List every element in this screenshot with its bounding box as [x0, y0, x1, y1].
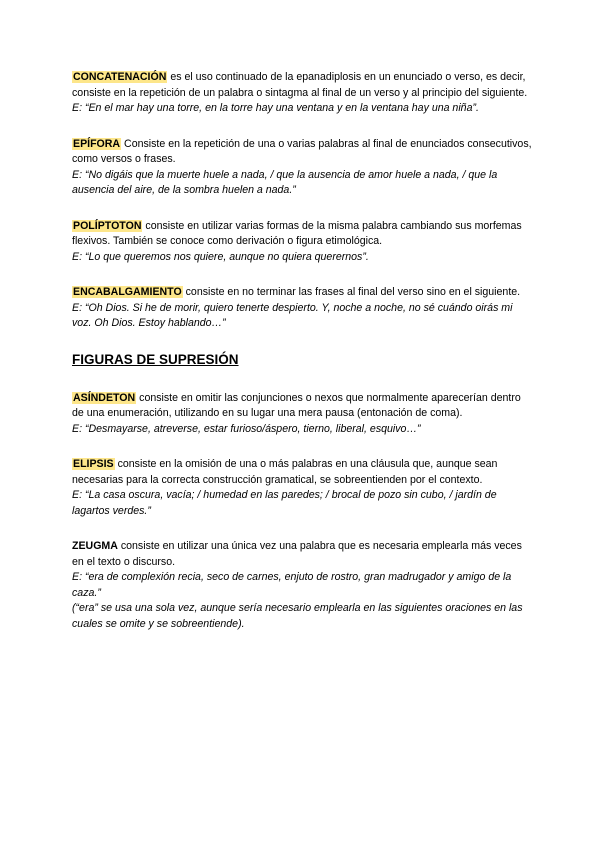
example-asindeton: E: “Desmayarse, atreverse, estar furioso/áspero, tierno, liberal, esquivo…”	[72, 422, 421, 435]
entry-encabalgamiento	[72, 285, 532, 332]
entry-concatenacion	[72, 70, 532, 117]
definition-epifora: Consiste en la repetición de una o varias palabras al final de enunciados consecutivos, como versos o frases.	[72, 137, 532, 165]
definition-asindeton: consiste en omitir las conjunciones o nexos que normalmente aparecerían dentro de una enumeración, utilizando en su lugar una mera pausa (entonación de coma).	[72, 391, 521, 419]
term-epifora: EPÍFORA	[73, 137, 121, 150]
definition-encabalgamiento: consiste en no terminar las frases al final del verso sino en el siguiente.	[182, 286, 521, 298]
example-elipsis: E: “La casa oscura, vacía; / humedad en las paredes; / brocal de pozo sin cubo, / jardín de lagartos verdes.”	[72, 489, 497, 517]
entry-asindeton	[72, 391, 532, 438]
example-zeugma: E: “era de complexión recia, seco de carnes, enjuto de rostro, gran madrugador y amigo de la caza.”	[72, 571, 512, 599]
entry-poliptoton	[72, 219, 532, 266]
example-concatenacion: E: “En el mar hay una torre, en la torre hay una ventana y en la ventana hay una niña”.	[72, 102, 479, 114]
entry-elipsis	[72, 457, 532, 519]
definition-zeugma: consiste en utilizar una única vez una palabra que es necesaria emplearla más veces en el texto o discurso.	[72, 540, 522, 568]
term-zeugma: ZEUGMA	[72, 540, 118, 552]
definition-poliptoton: consiste en utilizar varias formas de la misma palabra cambiando sus morfemas flexivos. También se conoce como derivación o figura etimológica.	[72, 219, 522, 247]
note-zeugma: (“era” se usa una sola vez, aunque sería necesario emplearla en las siguientes oraciones en las cuales se omite y se sobreentiende).	[72, 602, 523, 630]
entry-zeugma	[72, 539, 532, 632]
definition-elipsis: consiste en la omisión de una o más palabras en una cláusula que, aunque sean necesarias para la correcta construcción gramatical, se sobreentienden por el contexto.	[72, 458, 498, 486]
example-epifora: E: “No digáis que la muerte huele a nada, / que la ausencia de amor huele a nada, / que la ausencia del aire, de la sombra huelen a nada.”	[72, 168, 498, 196]
term-elipsis: ELIPSIS	[73, 458, 114, 470]
document-page	[72, 70, 532, 652]
definition-concatenacion: es el uso continuado de la epanadiplosis en un enunciado o verso, es decir, consiste en la repetición de un palabra o sintagma al final de un verso y al principio del siguiente.	[72, 71, 528, 99]
term-concatenacion: CONCATENACIÓN	[73, 71, 167, 83]
example-poliptoton: E: “Lo que queremos nos quiere, aunque no quiera querernos”.	[72, 250, 369, 263]
term-encabalgamiento: ENCABALGAMIENTO	[73, 286, 182, 298]
section-heading: FIGURAS DE SUPRESIÓN	[72, 351, 239, 367]
term-asindeton: ASÍNDETON	[73, 391, 136, 404]
term-poliptoton: POLÍPTOTON	[73, 219, 142, 232]
example-encabalgamiento: E: “Oh Dios. Si he de morir, quiero tenerte despierto. Y, noche a noche, no sé cuándo oirás mi voz. Oh Dios. Estoy hablando…”	[72, 301, 513, 329]
entry-epifora	[72, 137, 532, 199]
